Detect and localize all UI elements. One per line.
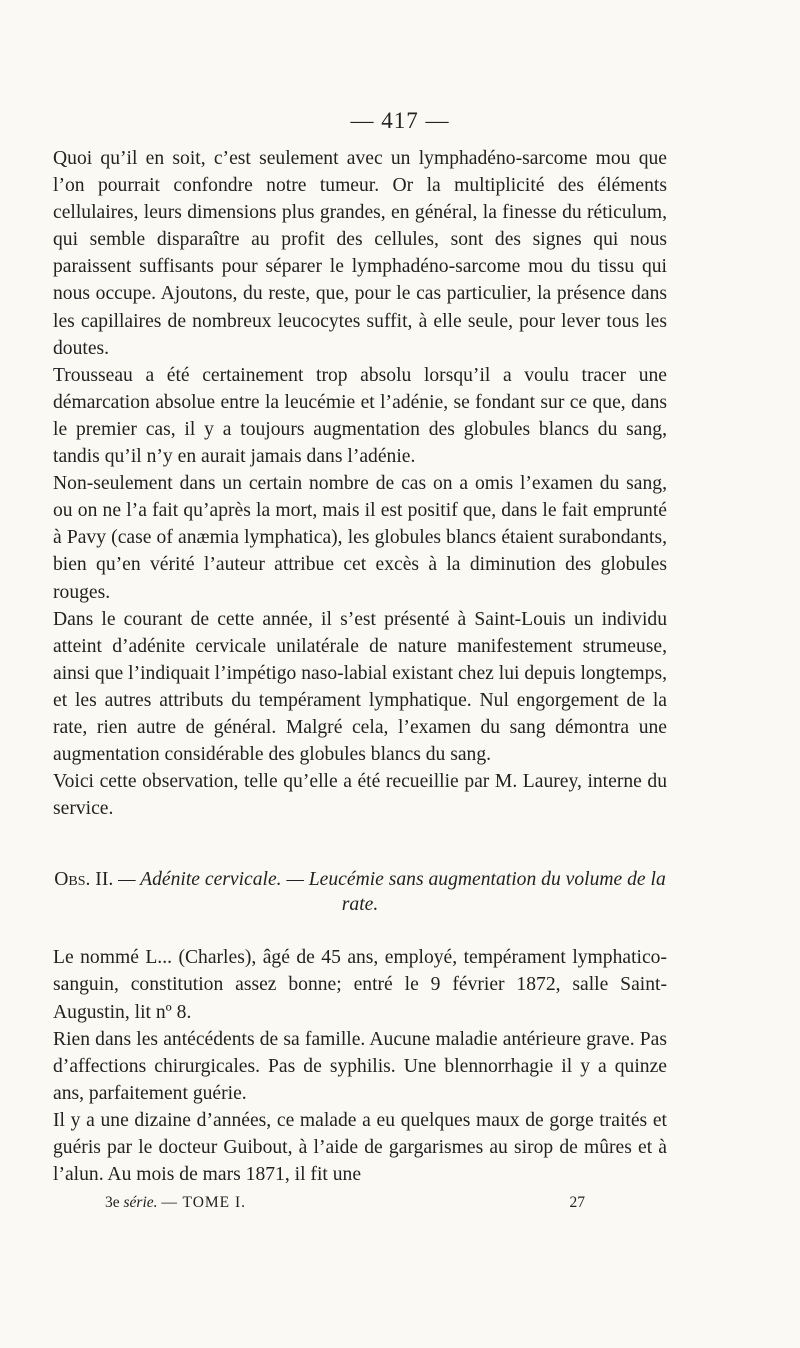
page-footer — [105, 1194, 585, 1212]
observation-paragraph-2: Rien dans les antécédents de sa famille. Aucune maladie antérieure grave. Pas d’affections chirurgicales. Pas de syphilis. Une blennorrhagie il y a quinze ans, parfaitement guérie. — [53, 1028, 667, 1104]
observation-body — [53, 944, 667, 1188]
observation-title: — Adénite cervicale. — Leucémie sans augmentation du volume de la rate. — [118, 869, 666, 916]
paragraph-2: Trousseau a été certainement trop absolu lorsqu’il a voulu tracer une démarcation absolue entre la leucémie et l’adénie, se fondant sur ce que, dans le premier cas, il y a toujours augmentation des globules blancs du sang, tandis qu’il n’y en aurait jamais dans l’adénie. — [53, 364, 667, 468]
page-body — [53, 145, 667, 1188]
observation-heading — [53, 867, 667, 917]
series-number: 3e — [105, 1194, 120, 1211]
page-number-header: — 417 — — [350, 108, 450, 133]
signature-mark: 27 — [569, 1194, 585, 1211]
tome-label: — TOME I. — [161, 1194, 247, 1211]
observation-label: Obs. II. — [54, 869, 114, 891]
paragraph-5: Voici cette observation, telle qu’elle a été recueillie par M. Laurey, interne du service. — [53, 771, 667, 820]
paragraph-1: Quoi qu’il en soit, c’est seulement avec un lymphadéno-sarcome mou que l’on pourrait confondre notre tumeur. Or la multiplicité des éléments cellulaires, leurs dimensions plus grandes, en général, la finesse du réticulum, qui semble disparaître au profit des cellules, sont des signes qui nous paraissent suffisants pour séparer le lymphadéno-sarcome mou du tissu qui nous occupe. Ajoutons, du reste, que, pour le cas particulier, la présence dans les capillaires de nombreux leucocytes suffit, à elle seule, pour lever tous les doutes. — [53, 148, 667, 359]
paragraph-3: Non-seulement dans un certain nombre de cas on a omis l’examen du sang, ou on ne l’a fait qu’après la mort, mais il est positif que, dans le fait emprunté à Pavy (case of anæmia lymphatica), les globules blancs étaient surabondants, bien qu’en vérité l’auteur attribue cet excès à la diminution des globules rouges. — [53, 473, 667, 603]
observation-paragraph-1: Le nommé L... (Charles), âgé de 45 ans, employé, tempérament lymphatico-sanguin, constitution assez bonne; entré le 9 février 1872, salle Saint-Augustin, lit nº 8. — [53, 947, 667, 1023]
series-word: série. — [123, 1194, 158, 1211]
observation-paragraph-3: Il y a une dizaine d’années, ce malade a eu quelques maux de gorge traités et guéris par le docteur Guibout, à l’aide de gargarismes au sirop de mûres et à l’alun. Au mois de mars 1871, il fit une — [53, 1109, 667, 1186]
paragraph-4: Dans le courant de cette année, il s’est présenté à Saint-Louis un individu atteint d’adénite cervicale unilatérale de nature manifestement strumeuse, ainsi que l’indiquait l’impétigo naso-labial existant chez lui depuis longtemps, et les autres attributs du tempérament lymphatique. Nul engorgement de la rate, rien autre de général. Malgré cela, l’examen du sang démontra une augmentation considérable des globules blancs du sang. — [53, 608, 667, 766]
